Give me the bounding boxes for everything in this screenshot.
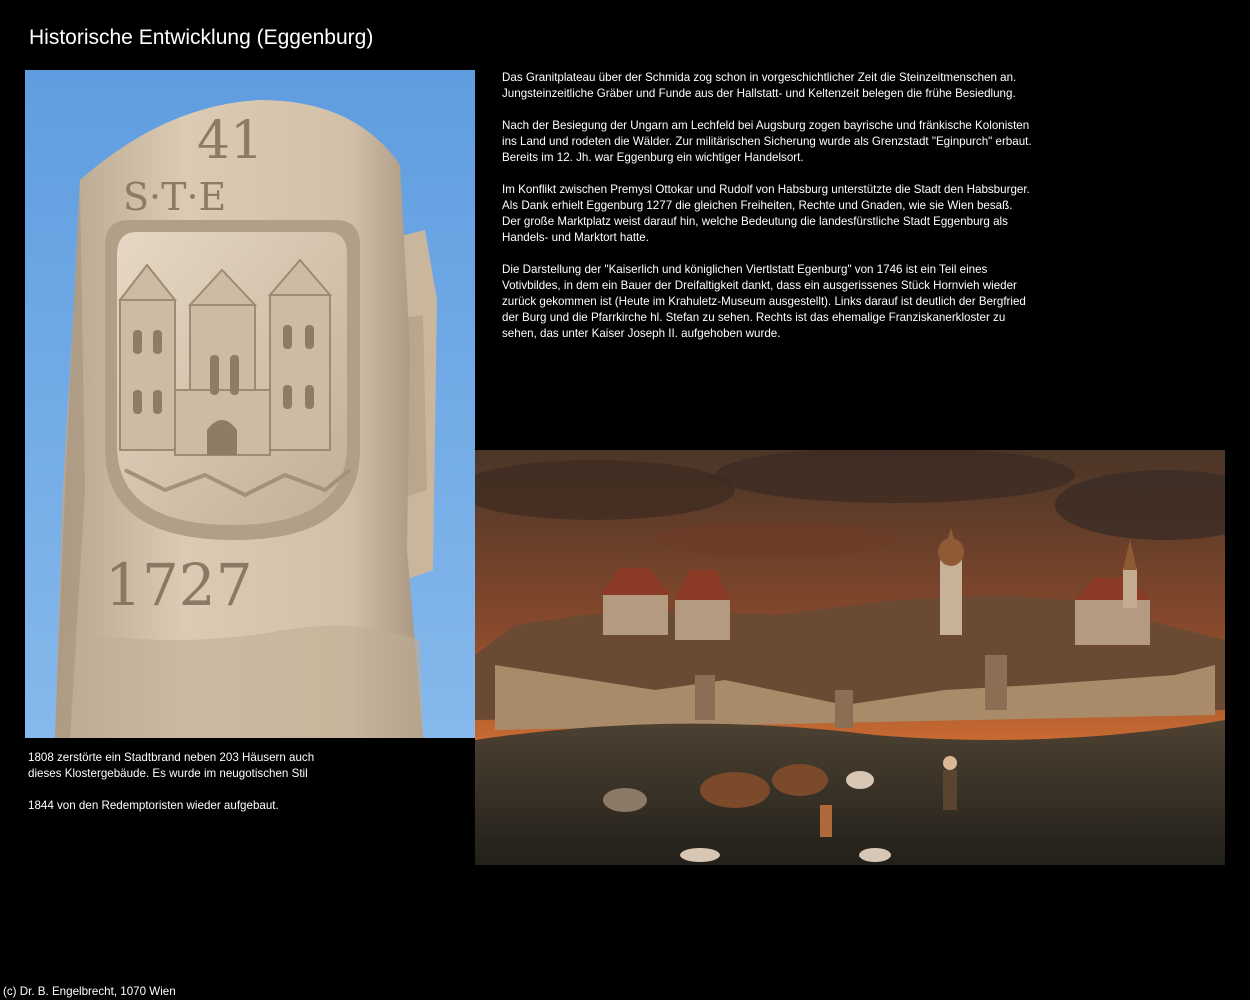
text-line: sehen, das unter Kaiser Joseph II. aufgehoben wurde.: [502, 327, 781, 340]
caption-paragraph-2: [28, 798, 358, 814]
caption-line: 1808 zerstörte ein Stadtbrand neben 203 Häusern auch: [28, 751, 315, 764]
text-line: Das Granitplateau über der Schmida zog schon in vorgeschichtlicher Zeit die Steinzeitmenschen an.: [502, 71, 1017, 84]
text-line: zurück gekommen ist (Heute im Krahuletz-Museum ausgestellt). Links darauf ist deutlich der Bergfried: [502, 295, 1026, 308]
stone-carving-year: 1727: [105, 551, 253, 619]
text-line: Als Dank erhielt Eggenburg 1277 die gleichen Freiheiten, Rechte und Gnaden, wie sie Wien besaß.: [502, 199, 1013, 212]
history-paragraph-4: [502, 262, 1077, 342]
caption-line: dieses Klostergebäude. Es wurde im neugotischen Stil: [28, 767, 308, 780]
history-paragraph-2: [502, 118, 1077, 166]
history-text: [502, 70, 1077, 358]
history-paragraph-1: [502, 70, 1077, 102]
text-line: der Burg und die Pfarrkirche hl. Stefan zu sehen. Rechts ist das ehemalige Franziskanerkloster zu: [502, 311, 1006, 324]
text-line: Votivbildes, in dem ein Bauer der Dreifaltigkeit dankt, dass ein ausgerissenes Stück Hornvieh wieder: [502, 279, 1017, 292]
boundary-stone-photo: [25, 70, 475, 738]
history-paragraph-3: [502, 182, 1077, 246]
stone-carving-number: 41: [197, 111, 264, 171]
text-line: Im Konflikt zwischen Premysl Ottokar und Rudolf von Habsburg unterstützte die Stadt den Habsburger.: [502, 183, 1030, 196]
page-title: Historische Entwicklung (Eggenburg): [29, 26, 374, 49]
photo-caption: [28, 750, 358, 830]
boundary-stone-illustration: [25, 70, 475, 738]
caption-line: 1844 von den Redemptoristen wieder aufgebaut.: [28, 799, 279, 812]
stone-carving-initials: S·T·E: [123, 175, 227, 219]
text-line: Der große Marktplatz weist darauf hin, welche Bedeutung die landesfürstliche Stadt Eggenburg als: [502, 215, 1008, 228]
caption-paragraph-1: [28, 750, 358, 782]
text-line: ins Land und rodeten die Wälder. Zur militärischen Sicherung wurde als Grenzstadt "Eginpurch" erbaut.: [502, 135, 1032, 148]
text-line: Bereits im 12. Jh. war Eggenburg ein wichtiger Handelsort.: [502, 151, 804, 164]
text-line: Nach der Besiegung der Ungarn am Lechfeld bei Augsburg zogen bayrische und fränkische Kolonisten: [502, 119, 1030, 132]
text-line: Handels- und Marktort hatte.: [502, 231, 649, 244]
copyright-footer: (c) Dr. B. Engelbrecht, 1070 Wien: [3, 985, 176, 998]
town-painting-illustration: [475, 450, 1225, 865]
text-line: Die Darstellung der "Kaiserlich und königlichen Viertlstatt Egenburg" von 1746 ist ein Teil eines: [502, 263, 988, 276]
text-line: Jungsteinzeitliche Gräber und Funde aus der Hallstatt- und Keltenzeit belegen die frühe Besiedlung.: [502, 87, 1016, 100]
historic-town-painting-photo: [475, 450, 1225, 865]
